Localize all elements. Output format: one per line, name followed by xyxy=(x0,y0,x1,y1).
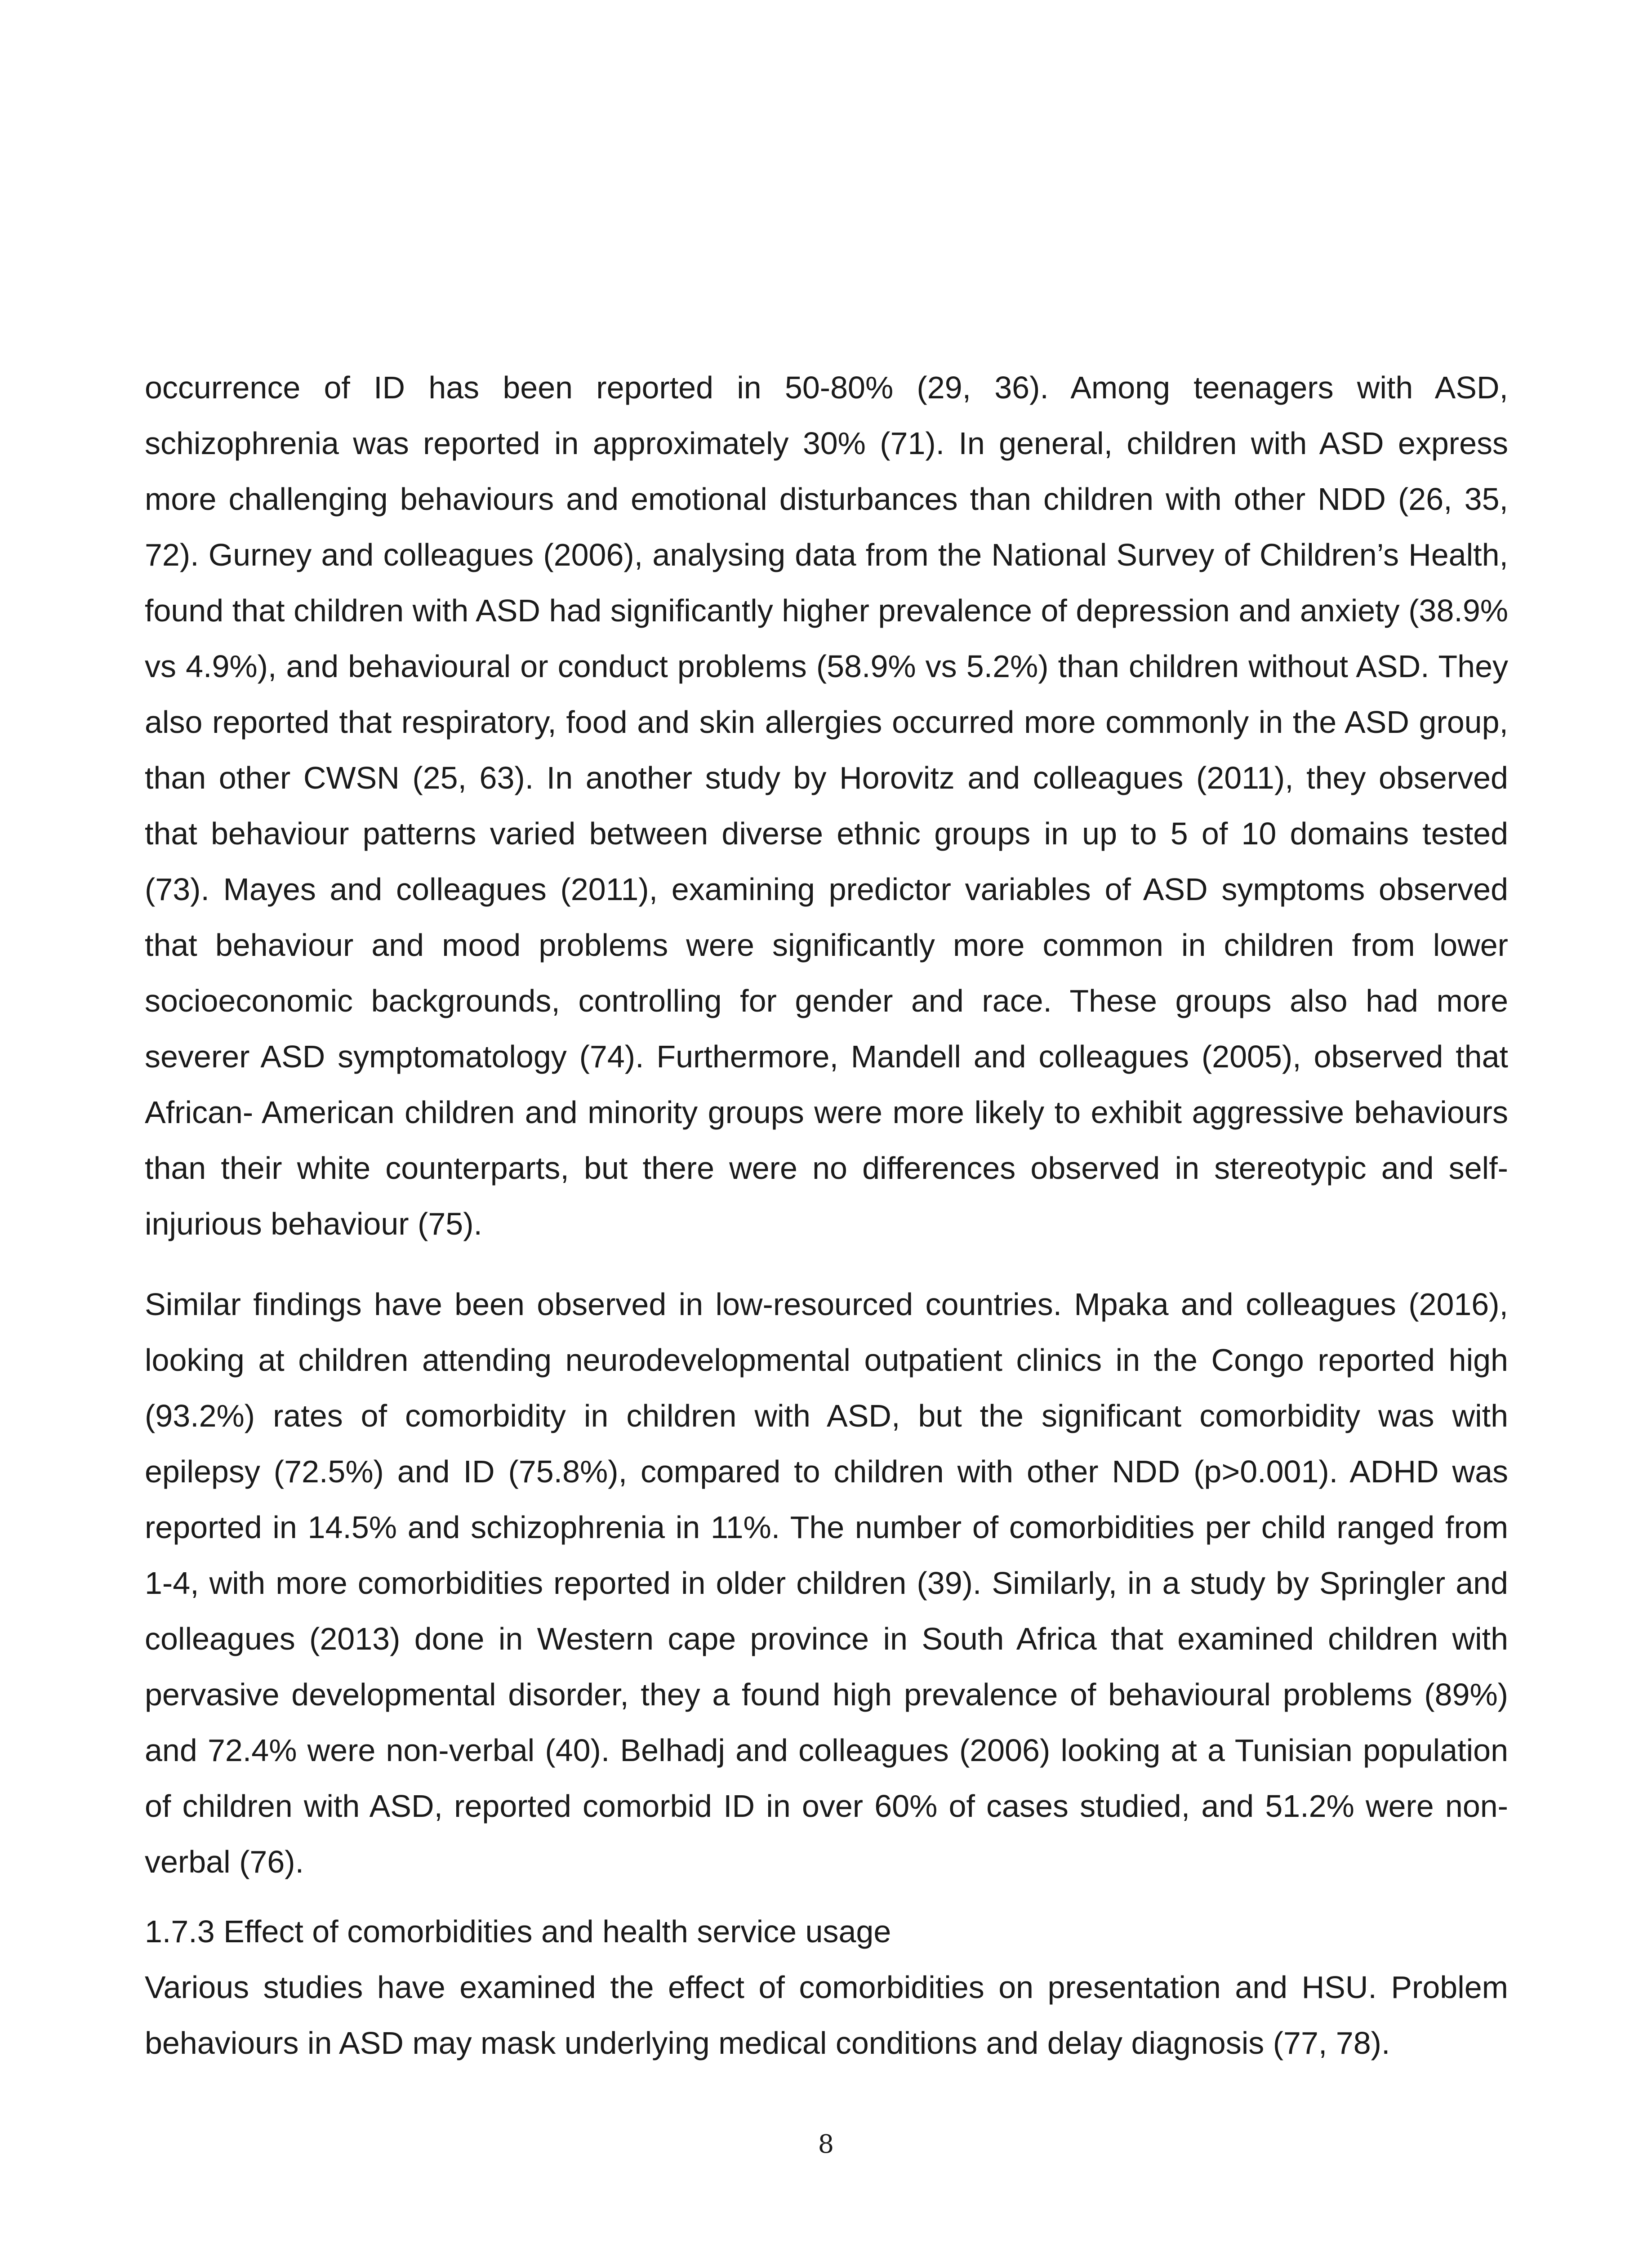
paragraph-low-resourced-countries xyxy=(145,1276,1508,1890)
section-1-7-3 xyxy=(145,1904,1508,2071)
paragraph-comorbidity-asd xyxy=(145,360,1508,1252)
section-paragraph: Various studies have examined the effect of comorbidities on presentation and HSU. Problem behaviours in ASD may mask underlying medical conditions and delay diagnosis (77, 78). xyxy=(145,1970,1508,2061)
paragraph-text: Similar findings have been observed in low-resourced countries. Mpaka and colleagues (2016), looking at children attending neurodevelopmental outpatient clinics in the Congo reported high (93.2%) rates of comorbidity in children with ASD, but the significant comorbidity was with epilepsy (72.5%) and ID (75.8%), compared to children with other NDD (p>0.001). ADHD was reported in 14.5% and schizophrenia in 11%. The number of comorbidities per child ranged from 1-4, with more comorbidities reported in older children (39). Similarly, in a study by Springler and colleagues (2013) done in Western cape province in South Africa that examined children with pervasive developmental disorder, they a found high prevalence of behavioural problems (89%) and 72.4% were non-verbal (40). Belhadj and colleagues (2006) looking at a Tunisian population of children with ASD, reported comorbid ID in over 60% of cases studied, and 51.2% were non-verbal (76). xyxy=(145,1287,1508,1879)
section-heading: 1.7.3 Effect of comorbidities and health service usage xyxy=(145,1914,891,1949)
page-number: 8 xyxy=(818,2130,834,2159)
paragraph-text: occurrence of ID has been reported in 50-80% (29, 36). Among teenagers with ASD, schizophrenia was reported in approximately 30% (71). In general, children with ASD express more challenging behaviours and emotional disturbances than children with other NDD (26, 35, 72). Gurney and colleagues (2006), analysing data from the National Survey of Children’s Health, found that children with ASD had significantly higher prevalence of depression and anxiety (38.9% vs 4.9%), and behavioural or conduct problems (58.9% vs 5.2%) than children without ASD. They also reported that respiratory, food and skin allergies occurred more commonly in the ASD group, than other CWSN (25, 63). In another study by Horovitz and colleagues (2011), they observed that behaviour patterns varied between diverse ethnic groups in up to 5 of 10 domains tested (73). Mayes and colleagues (2011), examining predictor variables of ASD symptoms observed that behaviour and mood problems were significantly more common in children from lower socioeconomic backgrounds, controlling for gender and race. These groups also had more severer ASD symptomatology (74). Furthermore, Mandell and colleagues (2005), observed that African- American children and minority groups were more likely to exhibit aggressive behaviours than their white counterparts, but there were no differences observed in stereotypic and self-injurious behaviour (75). xyxy=(145,370,1508,1241)
